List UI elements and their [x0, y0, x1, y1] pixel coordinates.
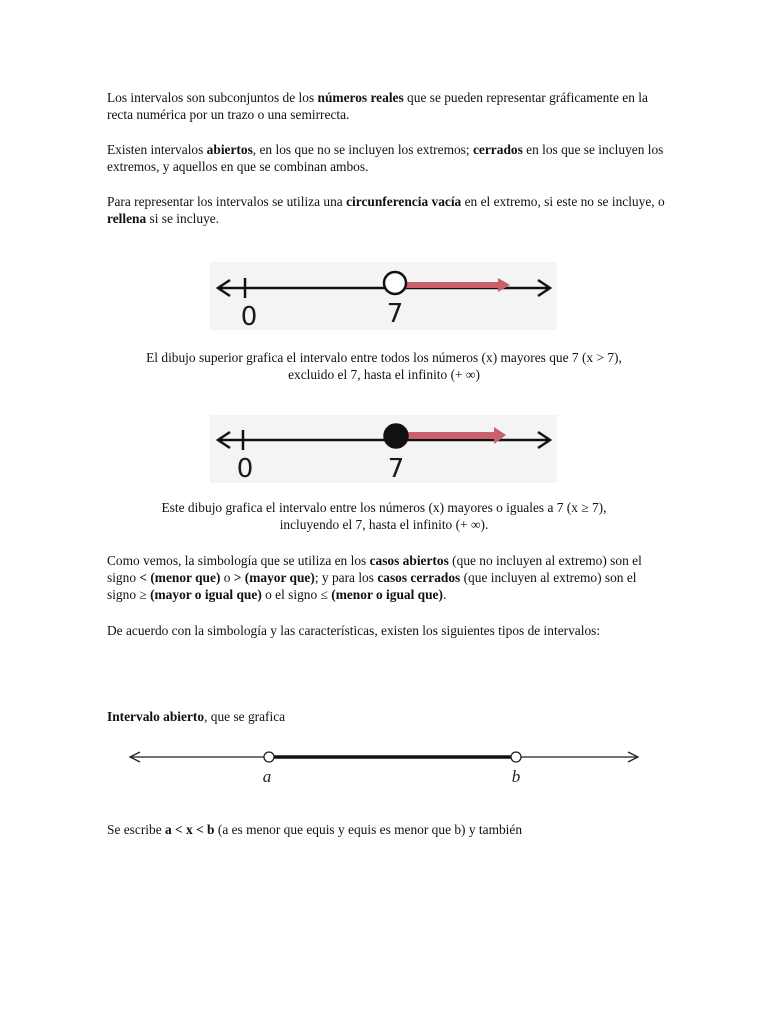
zero-label: 0 [236, 454, 254, 483]
number-line-closed [210, 415, 557, 483]
open-interval-figure [124, 742, 644, 788]
bold-term: rellena [107, 211, 147, 226]
closed-endpoint-circle [384, 424, 408, 448]
text: De acuerdo con la simbología y las características, existen los siguientes tipos de intervalos: [107, 623, 601, 638]
text: ; y para los [314, 570, 378, 585]
zero-label: 0 [240, 302, 258, 330]
seven-label: 7 [386, 299, 404, 329]
types-paragraph [107, 141, 667, 175]
text: si se incluye. [146, 211, 220, 226]
ray-arrowhead-icon [494, 427, 506, 444]
text: . [442, 587, 447, 602]
text: , que se grafica [204, 709, 286, 724]
bold-term: > (mayor que) [233, 570, 315, 585]
bold-term: (menor o igual que) [331, 587, 443, 602]
bold-term: < (menor que) [139, 570, 221, 585]
ray-highlight [406, 282, 498, 288]
open-endpoint-b [511, 752, 521, 762]
text: o el signo ≤ [261, 587, 332, 602]
bold-term: Intervalo abierto [107, 709, 205, 724]
open-interval-line [124, 742, 644, 788]
figure2-caption [100, 499, 668, 533]
text: que se pueden representar gráficamente en la recta numérica por un trazo o una semirrecta. [107, 90, 648, 122]
text: Como vemos, la simbología que se utiliza en los [107, 553, 370, 568]
bold-term: casos cerrados [377, 570, 461, 585]
text: (a es menor que equis y equis es menor que b) y también [214, 822, 523, 837]
text: Los intervalos son subconjuntos de los [107, 90, 318, 105]
number-line-open-figure [210, 262, 557, 330]
types-intro-paragraph [107, 622, 667, 639]
number-line-closed-figure [210, 415, 557, 483]
figure1-caption [100, 349, 668, 383]
text: en el extremo, si este no se incluye, o [461, 194, 665, 209]
bold-term: (mayor o igual que) [150, 587, 262, 602]
caption-line: incluyendo el 7, hasta el infinito (+ ∞). [279, 517, 489, 532]
seven-label: 7 [387, 454, 405, 483]
text: Se escribe [107, 822, 166, 837]
caption-line: Este dibujo grafica el intervalo entre los números (x) mayores o iguales a 7 (x ≥ 7), [161, 500, 607, 515]
caption-line: El dibujo superior grafica el intervalo entre todos los números (x) mayores que 7 (x > 7), [146, 350, 622, 365]
open-endpoint-a [264, 752, 274, 762]
representation-paragraph [107, 193, 667, 227]
bold-term: a < x < b [165, 822, 215, 837]
intro-paragraph [107, 89, 667, 123]
number-line-open [210, 262, 557, 330]
bold-term: números reales [317, 90, 404, 105]
text: Existen intervalos [107, 142, 207, 157]
ray-arrowhead-icon [498, 278, 510, 292]
label-a: a [262, 767, 272, 786]
notation-paragraph [107, 821, 667, 838]
bold-term: casos abiertos [369, 553, 449, 568]
bold-term: circunferencia vacía [346, 194, 462, 209]
symbology-paragraph [107, 552, 667, 603]
text: (que incluyen al extremo) son el signo ≥ [107, 570, 637, 602]
text: , en los que no se incluyen los extremos; [252, 142, 473, 157]
bold-term: abiertos [206, 142, 253, 157]
label-b: b [511, 767, 521, 786]
open-interval-heading [107, 708, 667, 725]
ray-highlight [406, 432, 494, 439]
text: Para representar los intervalos se utiliza una [107, 194, 347, 209]
text: (que no incluyen al extremo) son el signo [107, 553, 642, 585]
text: o [220, 570, 234, 585]
open-endpoint-circle [384, 272, 406, 294]
caption-line: excluido el 7, hasta el infinito (+ ∞) [288, 367, 480, 382]
text: en los que se incluyen los extremos, y aquellos en que se combinan ambos. [107, 142, 664, 174]
bold-term: cerrados [472, 142, 523, 157]
